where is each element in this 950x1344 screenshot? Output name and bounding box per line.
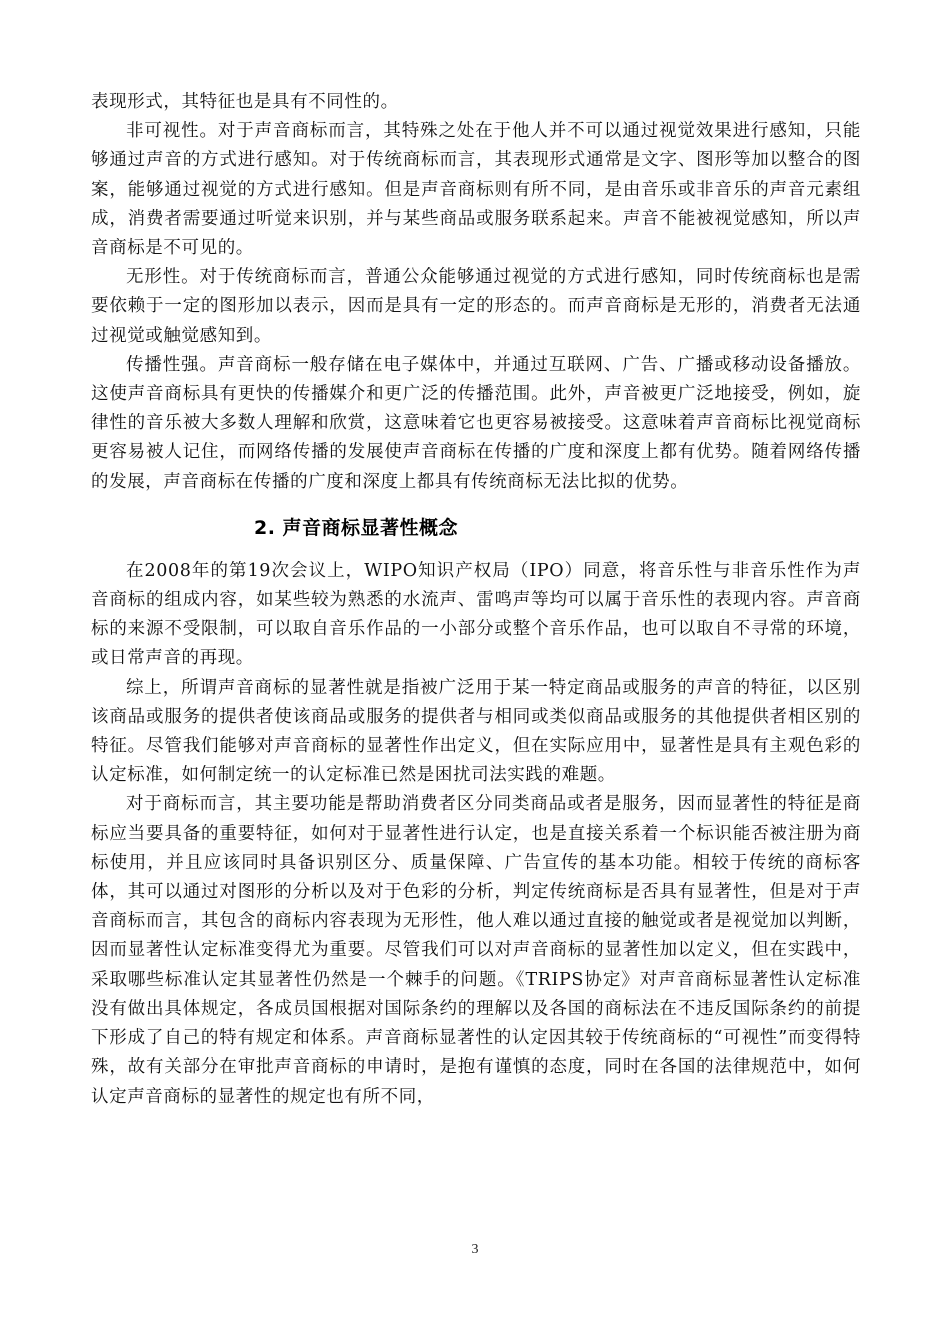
- section-heading: 2. 声音商标显著性概念: [254, 516, 459, 539]
- paragraph-non-visibility: 非可视性。对于声音商标而言，其特殊之处在于他人并不可以通过视觉效果进行感知，只能够通过声音的方式进行感知。对于传统商标而言，其表现形式通常是文字、图形等加以整合的图案，能够通过视觉的方式进行感知。但是声音商标则有所不同，是由音乐或非音乐的声音元素组成，消费者需要通过听觉来识别，并与某些商品或服务联系起来。声音不能被视觉感知，所以声音商标是不可见的。: [91, 121, 861, 259]
- paragraph-distinctiveness: 对于商标而言，其主要功能是帮助消费者区分同类商品或者是服务，因而显著性的特征是商标应当要具备的重要特征，如何对于显著性进行认定，也是直接关系着一个标识能否被注册为商标使用，并且应该同时具备识别区分、质量保障、广告宣传的基本功能。相较于传统的商标客体，其可以通过对图形的分析以及对于色彩的分析，判定传统商标是否具有显著性，但是对于声音商标而言，其包含的商标内容表现为无形性，他人难以通过直接的触觉或者是视觉加以判断，因而显著性认定标准变得尤为重要。尽管我们可以对声音商标的显著性加以定义，但在实践中，采取哪些标准认定其显著性仍然是一个棘手的问题。《TRIPS协定》对声音商标显著性认定标准没有做出具体规定，各成员国根据对国际条约的理解以及各国的商标法在不违反国际条约的前提下形成了自己的特有规定和体系。声音商标显著性的认定因其较于传统商标的“可视性”而变得特殊，故有关部分在审批声音商标的申请时，是抱有谨慎的态度，同时在各国的法律规范中，如何认定声音商标的显著性的规定也有所不同，: [91, 794, 861, 1107]
- page-body: [91, 88, 861, 1112]
- page-number: 3: [471, 1242, 479, 1257]
- paragraph-wipo: 在2008年的第19次会议上，WIPO知识产权局（IPO）同意，将音乐性与非音乐性作为声音商标的组成内容，如某些较为熟悉的水流声、雷鸣声等均可以属于音乐性的表现内容。声音商标的来源不受限制，可以取自音乐作品的一小部分或整个音乐作品，也可以取自不寻常的环境，或日常声音的再现。: [91, 560, 861, 669]
- paragraph-definition: 综上，所谓声音商标的显著性就是指被广泛用于某一特定商品或服务的声音的特征，以区别该商品或服务的提供者使该商品或服务的提供者与相同或类似商品或服务的其他提供者相区别的特征。尽管我们能够对声音商标的显著性作出定义，但在实际应用中，显著性是具有主观色彩的认定标准，如何制定统一的认定标准已然是困扰司法实践的难题。: [91, 677, 861, 786]
- paragraph-continuation: 表现形式，其特征也是具有不同性的。: [91, 92, 399, 112]
- paragraph-dissemination: 传播性强。声音商标一般存储在电子媒体中，并通过互联网、广告、广播或移动设备播放。这使声音商标具有更快的传播媒介和更广泛的传播范围。此外，声音被更广泛地接受，例如，旋律性的音乐被大多数人理解和欣赏，这意味着它也更容易被接受。这意味着声音商标比视觉商标更容易被人记住，而网络传播的发展使声音商标在传播的广度和深度上都有优势。随着网络传播的发展，声音商标在传播的广度和深度上都具有传统商标无法比拟的优势。: [91, 354, 861, 492]
- paragraph-intangibility: 无形性。对于传统商标而言，普通公众能够通过视觉的方式进行感知，同时传统商标也是需要依赖于一定的图形加以表示，因而是具有一定的形态的。而声音商标是无形的，消费者无法通过视觉或触觉感知到。: [91, 267, 861, 346]
